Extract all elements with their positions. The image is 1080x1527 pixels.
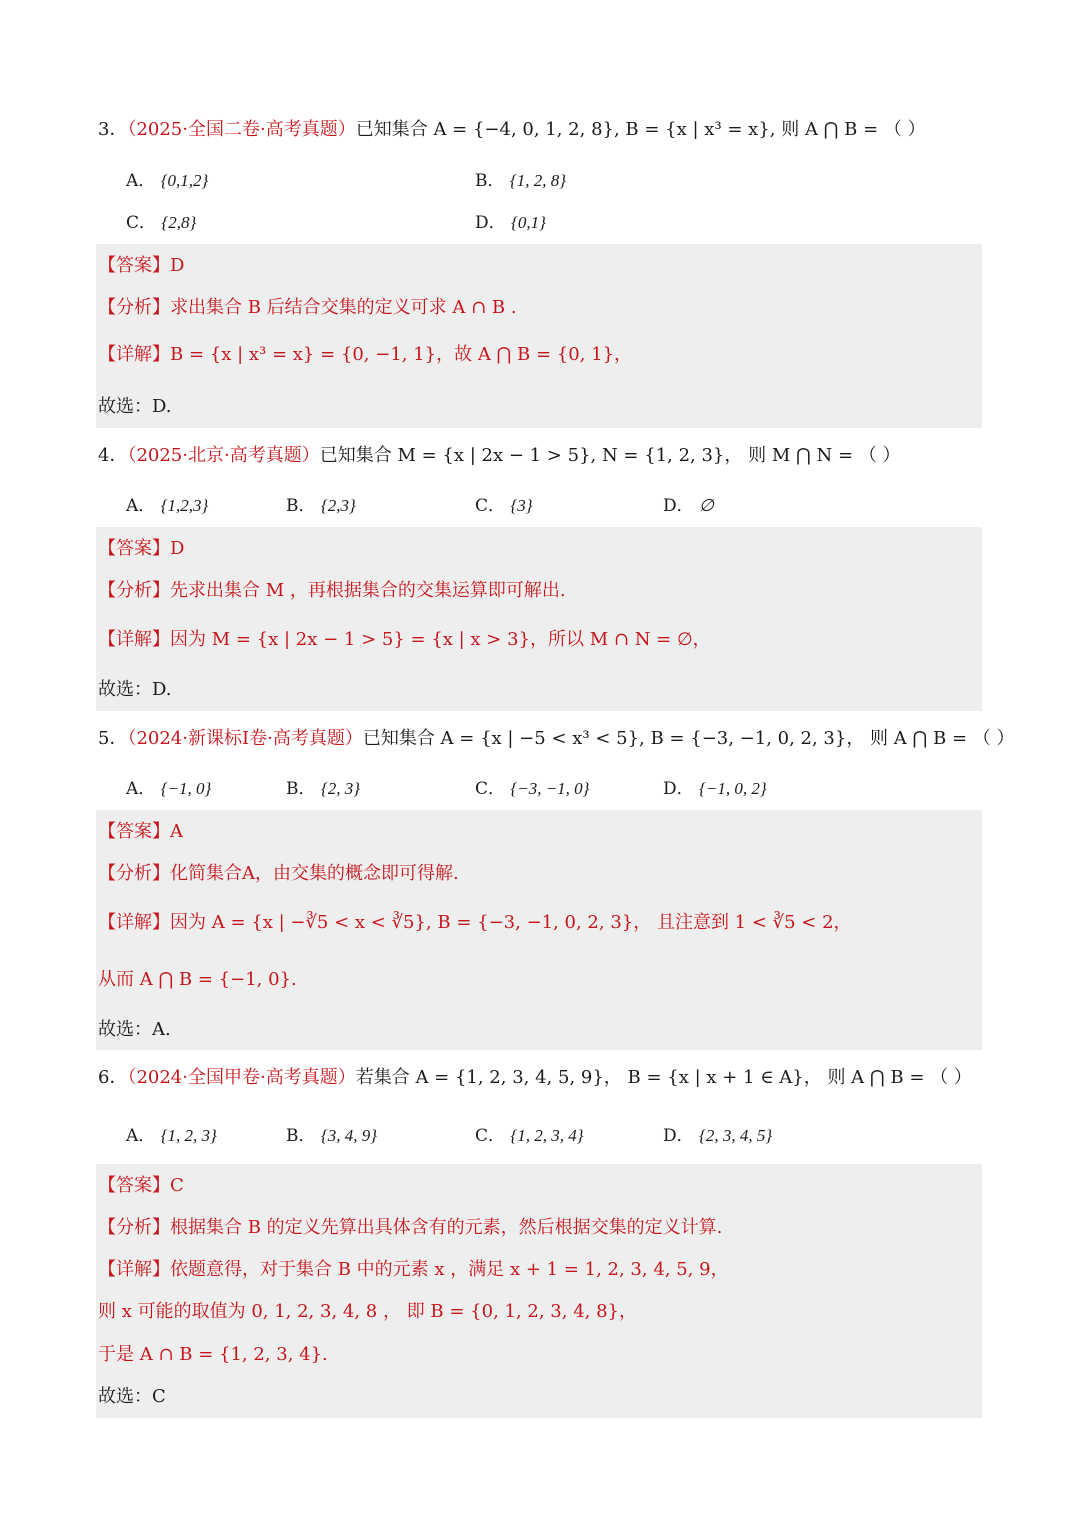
detail-line: 【详解】依题意得，对于集合 B 中的元素 x ，满足 x + 1 = 1, 2, 3, 4, 5, 9， (98, 1259, 729, 1280)
analysis-line: 【分析】根据集合 B 的定义先算出具体含有的元素，然后根据交集的定义计算. (98, 1217, 723, 1238)
solution-box-4 (96, 527, 982, 711)
option-b: B． {1, 2, 8} (475, 171, 567, 191)
conclusion-line: 故选：A. (98, 1019, 171, 1040)
option-c: C． {3} (475, 496, 533, 516)
question-6-stem: 6．（2024·全国甲卷·高考真题）若集合 A = {1, 2, 3, 4, 5, 9}， B = {x | x + 1 ∈ A}， 则 A ⋂ B = （ ） (98, 1067, 972, 1088)
answer-line: 【答案】C (98, 1175, 184, 1196)
answer-line: 【答案】A (98, 821, 183, 842)
option-a: A． {0,1,2} (126, 171, 209, 191)
question-3-stem (98, 117, 926, 143)
question-5-stem: 5．（2024·新课标Ⅰ卷·高考真题）已知集合 A = {x | −5 < x³ < 5}, B = {−3, −1, 0, 2, 3}， 则 A ⋂ B = （ ） (98, 728, 1015, 749)
question-source: （2025·全国二卷·高考真题） (127, 119, 356, 140)
analysis-line: 【分析】求出集合 B 后结合交集的定义可求 A ∩ B . (98, 297, 517, 318)
analysis-line: 【分析】化简集合A，由交集的概念即可得解. (98, 863, 459, 884)
detail-line: 【详解】B = {x | x³ = x} = {0, −1, 1}，故 A ⋂ B = {0, 1}， (98, 344, 633, 365)
option-a: A． {−1, 0} (126, 779, 212, 799)
option-c: C． {1, 2, 3, 4} (475, 1126, 584, 1146)
analysis-line: 【分析】先求出集合 M ，再根据集合的交集运算即可解出. (98, 580, 566, 601)
solution-box-3 (96, 244, 982, 428)
detail-line-3: 于是 A ∩ B = {1, 2, 3, 4}. (98, 1344, 328, 1365)
detail-line: 【详解】因为 A = {x | −∛5 < x < ∛5}, B = {−3, −1, 0, 2, 3}， 且注意到 1 < ∛5 < 2， (98, 912, 852, 933)
detail-line: 【详解】因为 M = {x | 2x − 1 > 5} = {x | x > 3}，所以 M ∩ N = ∅， (98, 629, 711, 650)
option-a: A． {1,2,3} (126, 496, 209, 516)
question-4-stem: 4．（2025·北京·高考真题）已知集合 M = {x | 2x − 1 > 5}, N = {1, 2, 3}， 则 M ⋂ N = （ ） (98, 445, 901, 466)
option-d: D． ∅ (663, 496, 714, 516)
conclusion-line: 故选：C (98, 1386, 166, 1407)
option-c: C． {2,8} (126, 213, 197, 233)
option-b: B． {2,3} (286, 496, 356, 516)
option-b: B． {3, 4, 9} (286, 1126, 378, 1146)
solution-box-6 (96, 1164, 982, 1418)
option-d: D． {2, 3, 4, 5} (663, 1126, 773, 1146)
answer-line: 【答案】D (98, 538, 185, 559)
question-number: 3． (98, 119, 128, 140)
detail-line-2: 则 x 可能的取值为 0, 1, 2, 3, 4, 8 ， 即 B = {0, 1, 2, 3, 4, 8}， (98, 1301, 637, 1322)
option-c: C． {−3, −1, 0} (475, 779, 590, 799)
option-d: D． {−1, 0, 2} (663, 779, 767, 799)
conclusion-line: 故选：D. (98, 396, 172, 417)
question-text: 已知集合 A = {−4, 0, 1, 2, 8}, B = {x | x³ = x}, 则 A ⋂ B = （ ） (355, 119, 926, 140)
answer-line: 【答案】D (98, 255, 185, 276)
option-d: D． {0,1} (475, 213, 546, 233)
option-b: B． {2, 3} (286, 779, 361, 799)
option-a: A． {1, 2, 3} (126, 1126, 217, 1146)
detail-line-2: 从而 A ⋂ B = {−1, 0}. (98, 969, 297, 990)
solution-box-5 (96, 810, 982, 1050)
conclusion-line: 故选：D. (98, 679, 172, 700)
